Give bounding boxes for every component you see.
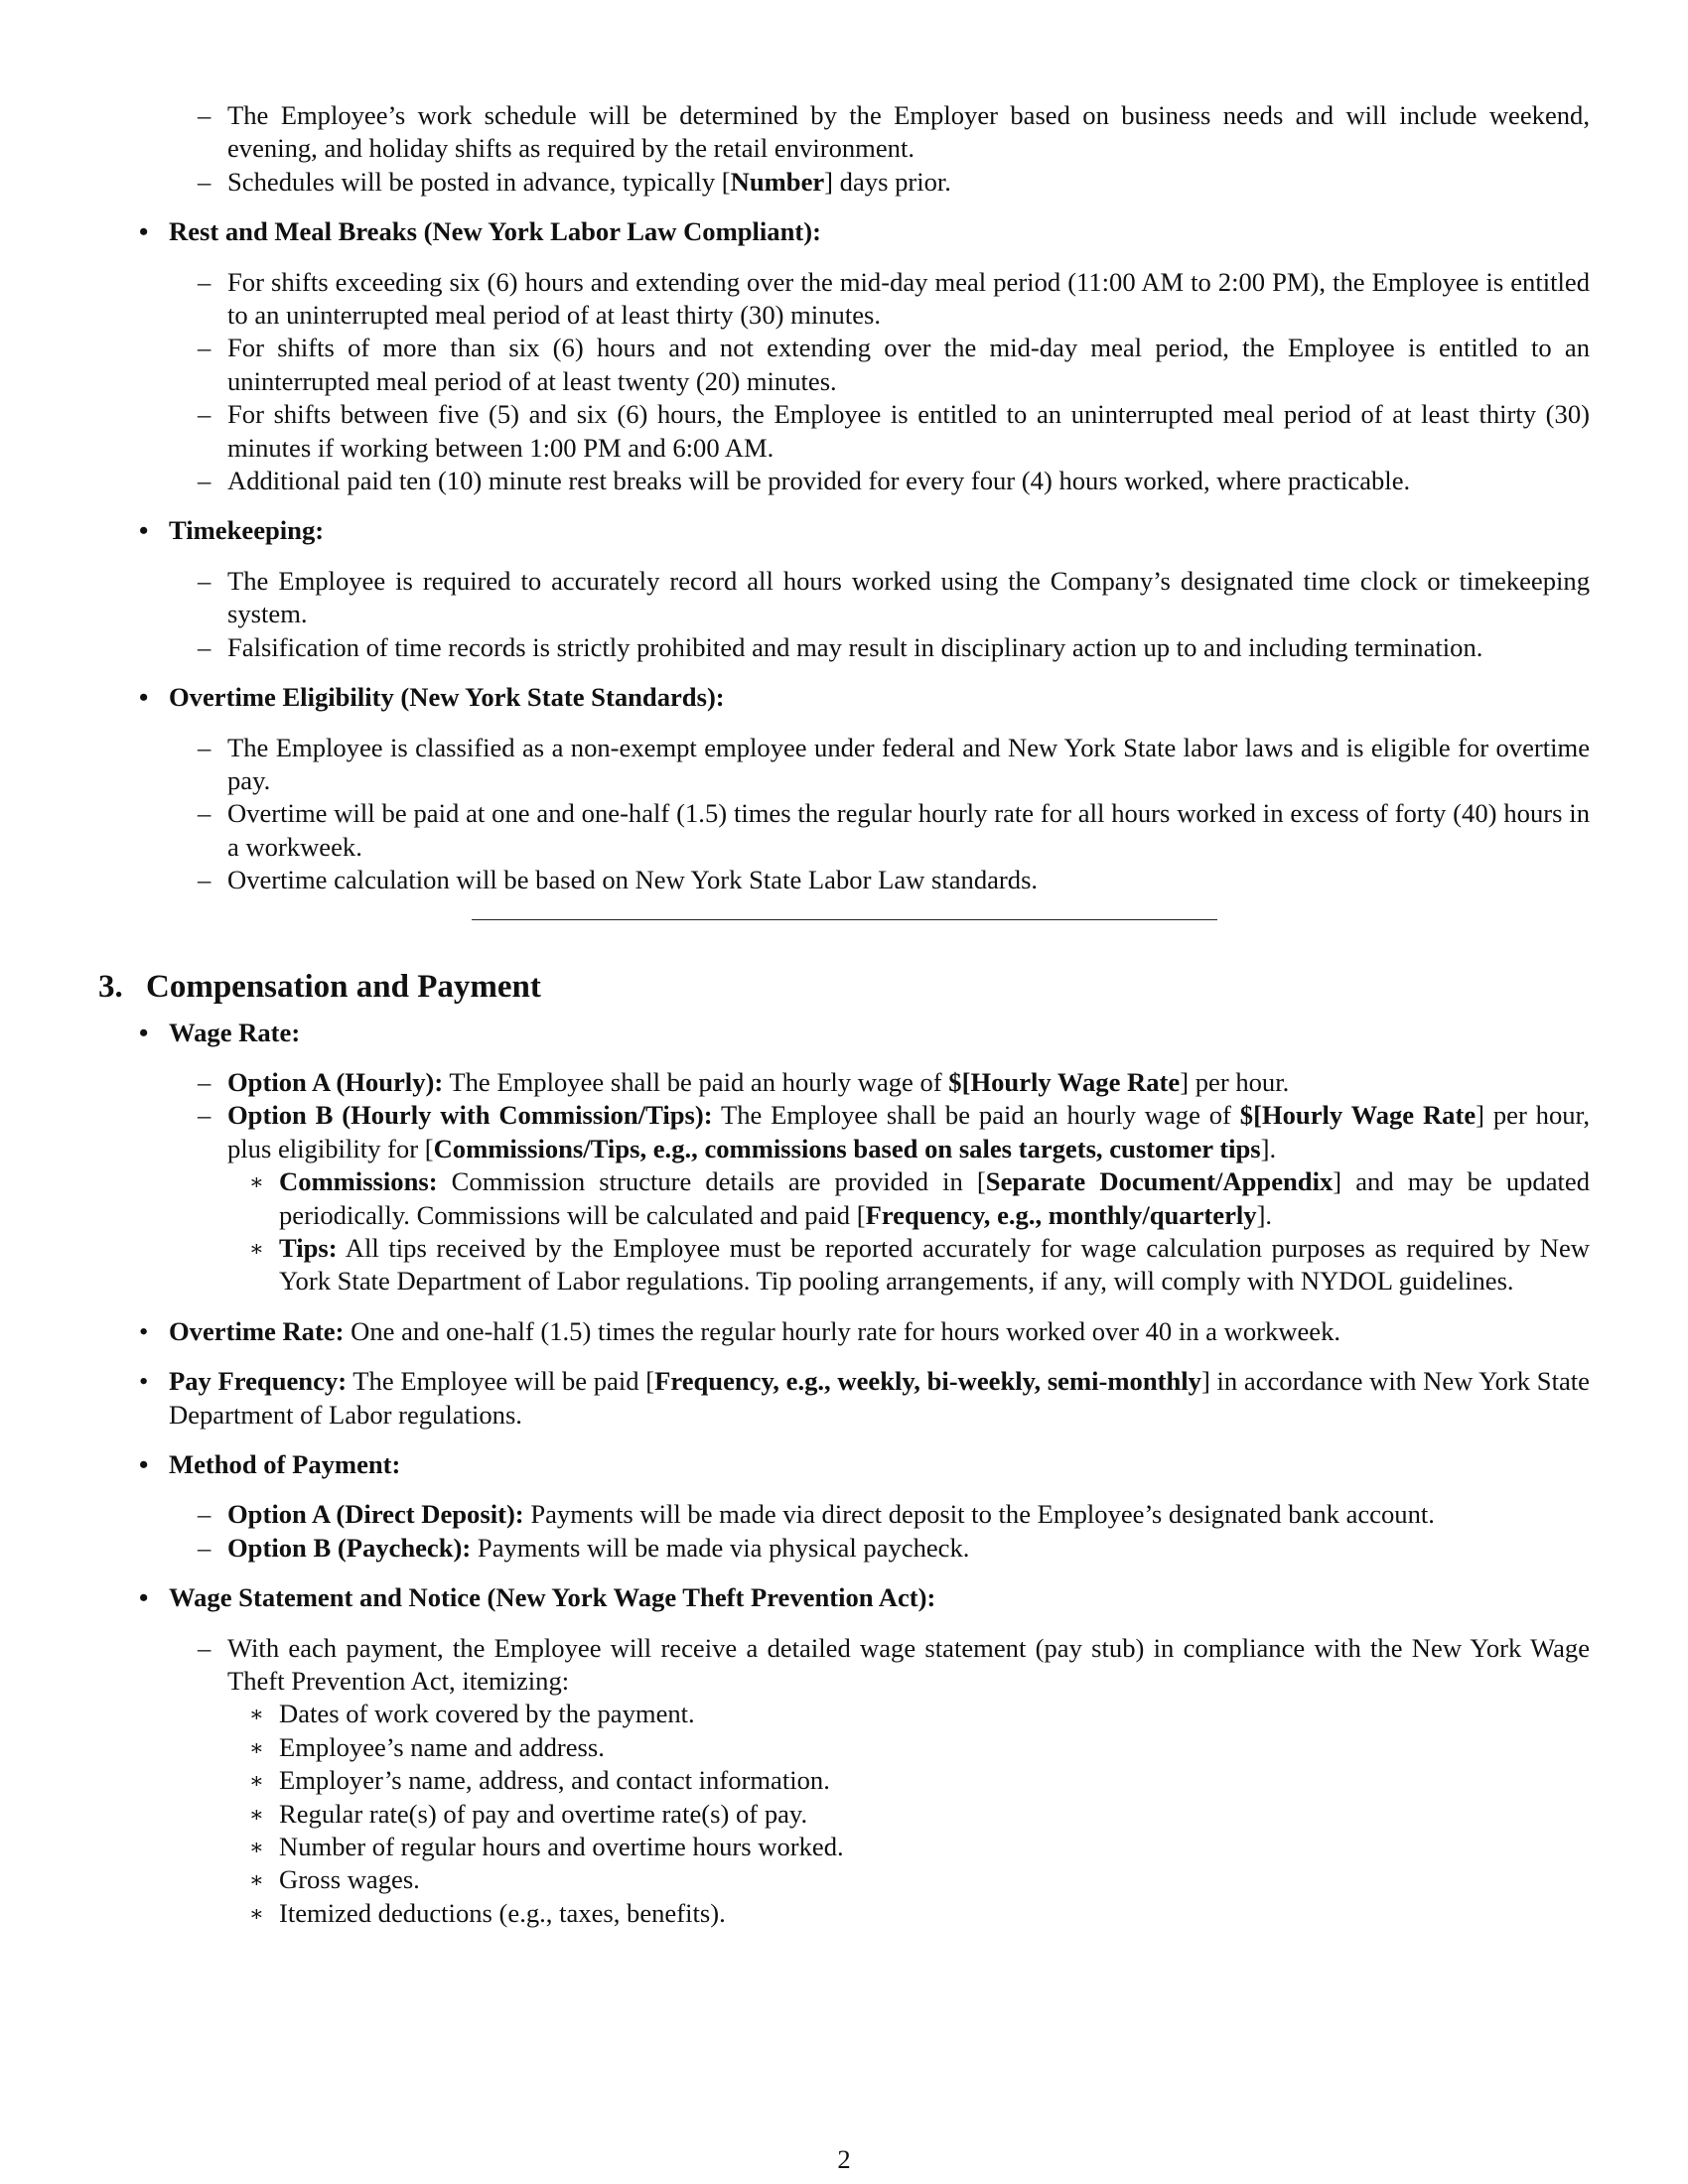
list-item: – Option B (Paycheck): Payments will be made via physical paycheck. bbox=[198, 1532, 970, 1563]
wage-rate-heading: • Wage Rate: bbox=[139, 1017, 301, 1047]
page-number: 2 bbox=[837, 2144, 851, 2174]
list-item: – Option B (Hourly with Commission/Tips): The Employee shall be paid an hourly wage of $[Hourly Wage Rate] per hour, plus eligibility for [Commissions/Tips, e.g., commissions based on sales targets, customer tips]. bbox=[198, 1100, 1590, 1163]
timekeeping-heading: • Timekeeping: bbox=[139, 515, 325, 546]
list-item: ∗ Employee’s name and address. bbox=[249, 1731, 605, 1762]
list-item: – Falsification of time records is strictly prohibited and may result in disciplinary action up to and including termination. bbox=[198, 631, 1483, 662]
list-item: – The Employee’s work schedule will be determined by the Employer based on business needs and will include weekend, evening, and holiday shifts as required by the retail environment. bbox=[198, 100, 1590, 164]
page-content bbox=[98, 99, 1590, 1930]
overtime-eligibility-heading: • Overtime Eligibility (New York State Standards): bbox=[139, 682, 725, 713]
list-item: – For shifts between five (5) and six (6) hours, the Employee is entitled to an uninterrupted meal period of at least thirty (30) minutes if working between 1:00 PM and 6:00 AM. bbox=[198, 399, 1590, 463]
list-item: – The Employee is required to accurately record all hours worked using the Company’s designated time clock or timekeeping system. bbox=[198, 565, 1590, 629]
list-item: ∗ Dates of work covered by the payment. bbox=[249, 1699, 695, 1729]
method-heading: • Method of Payment: bbox=[139, 1449, 401, 1479]
list-item: – Overtime calculation will be based on New York State Labor Law standards. bbox=[198, 865, 1039, 895]
list-item: ∗ Regular rate(s) of pay and overtime rate(s) of pay. bbox=[249, 1798, 808, 1829]
list-item: ∗ Employer’s name, address, and contact information. bbox=[249, 1765, 830, 1796]
list-item: – For shifts exceeding six (6) hours and extending over the mid-day meal period (11:00 AM to 2:00 PM), the Employee is entitled to an uninterrupted meal period of at least thirty (30) minutes. bbox=[198, 266, 1590, 331]
breaks-heading: • Rest and Meal Breaks (New York Labor Law Compliant): bbox=[139, 216, 821, 247]
list-item: ∗ Tips: All tips received by the Employee must be reported accurately for wage calculation purposes as required by New York State Department of Labor regulations. Tip pooling arrangements, if any, will comply with NYDOL guidelines. bbox=[249, 1232, 1590, 1297]
list-item: – Schedules will be posted in advance, typically [Number] days prior. bbox=[198, 166, 951, 197]
list-item: ∗ Number of regular hours and overtime hours worked. bbox=[249, 1832, 844, 1862]
section-heading: 3. Compensation and Payment bbox=[98, 968, 541, 1005]
list-item: – The Employee is classified as a non-exempt employee under federal and New York State labor laws and is eligible for overtime pay. bbox=[198, 732, 1590, 795]
list-item: • Overtime Rate: One and one-half (1.5) times the regular hourly rate for hours worked over 40 in a workweek. bbox=[139, 1315, 1341, 1346]
list-item: – For shifts of more than six (6) hours and not extending over the mid-day meal period, the Employee is entitled to an uninterrupted meal period of at least twenty (20) minutes. bbox=[198, 333, 1590, 396]
wage-statement-heading: • Wage Statement and Notice (New York Wage Theft Prevention Act): bbox=[139, 1582, 936, 1613]
list-item: – Overtime will be paid at one and one-half (1.5) times the regular hourly rate for all hours worked in excess of forty (40) hours in a workweek. bbox=[198, 798, 1590, 862]
list-item: • Pay Frequency: The Employee will be paid [Frequency, e.g., weekly, bi-weekly, semi-monthly] in accordance with New York State Department of Labor regulations. bbox=[139, 1366, 1590, 1430]
list-item: – Additional paid ten (10) minute rest breaks will be provided for every four (4) hours worked, where practicable. bbox=[198, 466, 1411, 496]
list-item: ∗ Commissions: Commission structure details are provided in [Separate Document/Appendix] and may be updated periodically. Commissions will be calculated and paid [Frequency, e.g., monthly/quarterly]. bbox=[249, 1166, 1591, 1230]
list-item: – Option A (Direct Deposit): Payments will be made via direct deposit to the Employee’s designated bank account. bbox=[198, 1499, 1435, 1530]
list-item: – With each payment, the Employee will receive a detailed wage statement (pay stub) in compliance with the New York Wage Theft Prevention Act, itemizing: bbox=[198, 1632, 1590, 1697]
list-item: ∗ Itemized deductions (e.g., taxes, benefits). bbox=[249, 1897, 726, 1928]
list-item: – Option A (Hourly): The Employee shall be paid an hourly wage of $[Hourly Wage Rate] per hour. bbox=[198, 1066, 1290, 1097]
list-item: ∗ Gross wages. bbox=[249, 1864, 420, 1895]
